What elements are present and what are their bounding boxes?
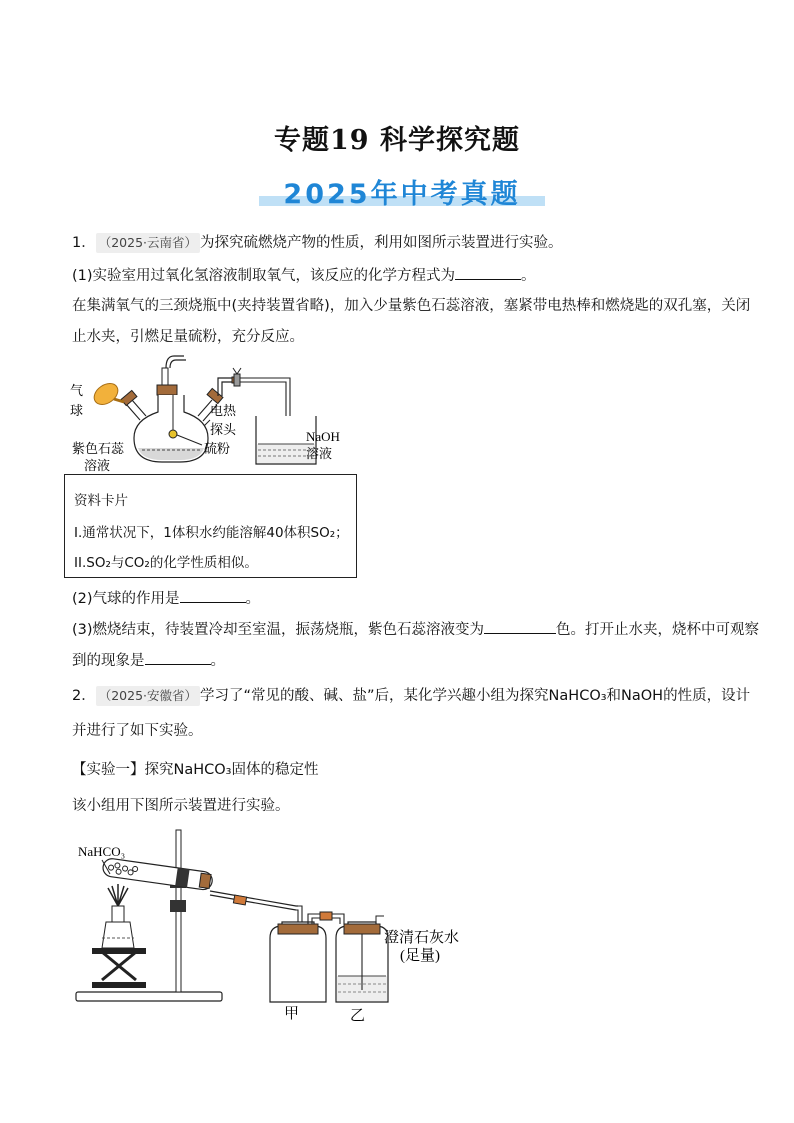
nahco3-decomposition-apparatus-diagram [72,826,472,1026]
q2-number: 2． [72,688,96,704]
q1-intro [72,233,563,253]
q2-intro [72,686,750,706]
nahco3-label: NaHCO₃ [78,844,126,859]
section-banner [259,172,545,210]
info-card-title: 资料卡片 [74,493,128,509]
q1-part1 [72,265,536,286]
q1-part3-cont [72,650,225,671]
q2-experiment-title: 【实验一】探究NaHCO₃固体的稳定性 [72,762,319,778]
bottle-jia-label: 甲 [284,1006,300,1022]
probe-label-2: 探头 [210,422,237,437]
page-title: 专题19 科学探究题 [274,125,520,156]
q1-part2-end: 。 [245,591,261,607]
q2-source-tag: （2025·安徽省） [96,686,200,706]
q1-part3 [72,619,759,640]
q1-part2-text: (2)气球的作用是 [72,591,180,607]
answer-blank[interactable] [455,265,521,280]
answer-blank[interactable] [145,650,211,665]
q1-para3: 止水夹，引燃足量硫粉，充分反应。 [72,329,304,345]
info-card-item-1: I.通常状况下，1体积水约能溶解40体积SO₂； [74,525,349,541]
q1-part3-cont-text: 到的现象是 [72,653,145,669]
q1-part1-text: (1)实验室用过氧化氢溶液制取氧气，该反应的化学方程式为 [72,268,456,284]
q2-intro-text: 学习了“常见的酸、碱、盐”后，某化学兴趣小组为探究NaHCO₃和NaOH的性质，设计 [200,688,751,704]
q1-intro-text: 为探究硫燃烧产物的性质，利用如图所示装置进行实验。 [200,235,563,251]
balloon-label-1: 气 [70,383,84,398]
litmus-label-1: 紫色石蕊 [72,441,125,456]
naoh-label-2: 溶液 [306,446,333,461]
naoh-label-1: NaOH [306,429,340,444]
answer-blank[interactable] [180,588,246,603]
q1-number: 1． [72,235,96,251]
sulfur-label: 硫粉 [204,441,231,456]
q1-para2: 在集满氧气的三颈烧瓶中(夹持装置省略)，加入少量紫色石蕊溶液，塞紧带电热棒和燃烧匙的双孔塞，关闭 [72,298,751,314]
bottle-yi-label: 乙 [350,1008,366,1024]
balloon-label-2: 球 [70,403,84,418]
q1-part2 [72,588,260,609]
q2-para3: 该小组用下图所示装置进行实验。 [72,798,290,814]
answer-blank[interactable] [484,619,556,634]
limewater-label: 澄清石灰水 [384,930,460,946]
excess-label: (足量) [400,948,440,964]
q1-part1-end: 。 [521,268,536,284]
q2-para2: 并进行了如下实验。 [72,723,203,739]
sulfur-combustion-apparatus-diagram [62,350,362,472]
q1-part3-cont-end: 。 [210,653,225,669]
info-card [64,474,357,578]
info-card-item-2: II.SO₂与CO₂的化学性质相似。 [74,555,258,571]
q1-part3-text: (3)燃烧结束，待装置冷却至室温，振荡烧瓶，紫色石蕊溶液变为 [72,622,485,638]
probe-label-1: 电热 [210,403,237,418]
banner-text: 2025年中考真题 [283,179,521,210]
q1-part3-text-2: 色。打开止水夹，烧杯中可观察 [556,622,760,638]
q1-source-tag: （2025·云南省） [96,233,200,253]
litmus-label-2: 溶液 [84,458,111,472]
